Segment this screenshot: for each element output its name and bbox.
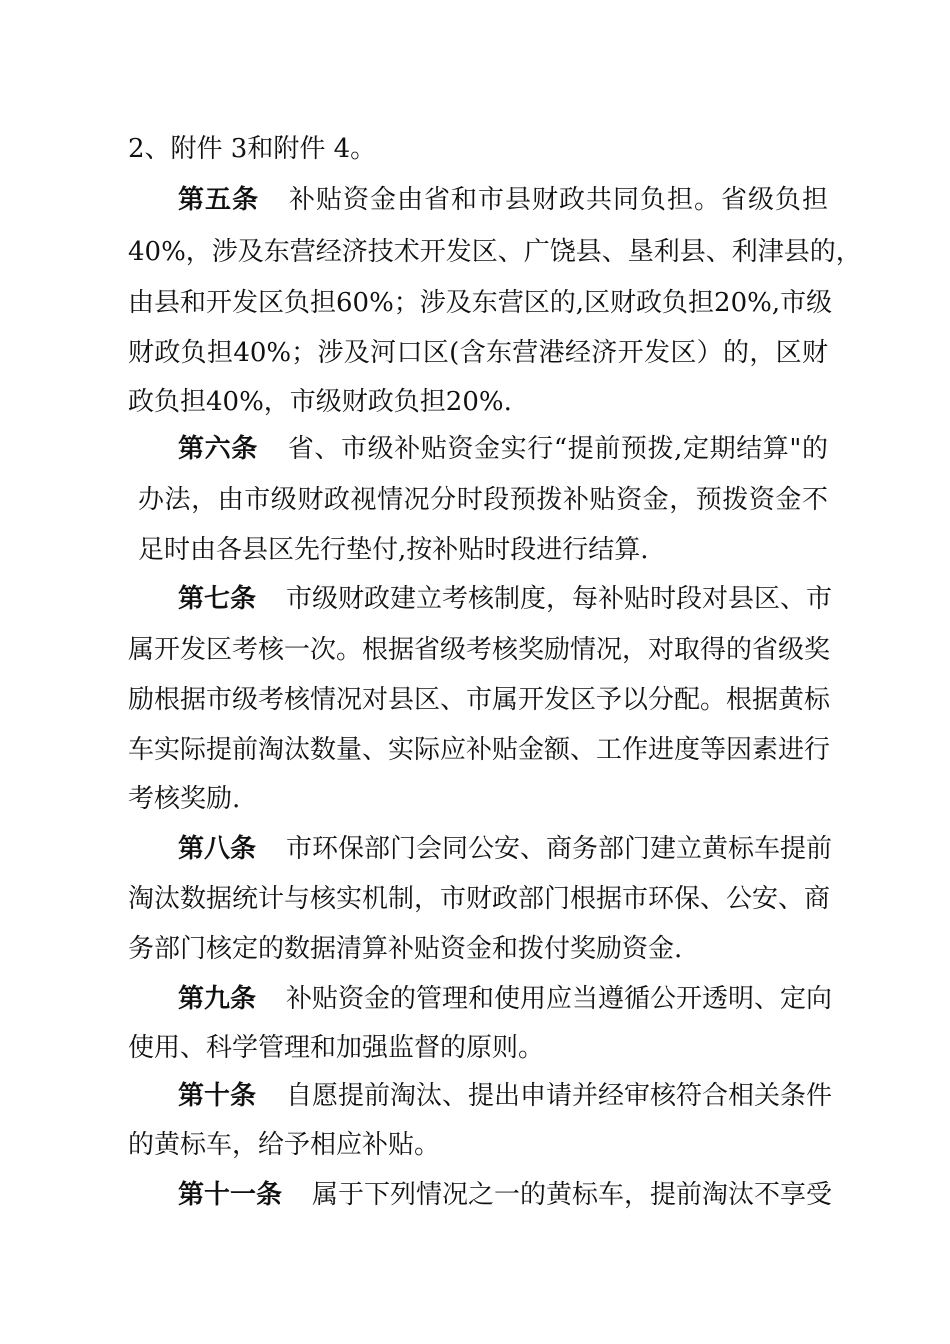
article-8-line-2: 淘汰数据统计与核实机制，市财政部门根据市环保、公安、商: [128, 884, 831, 914]
article-10-line-1: [178, 1079, 833, 1113]
article-6-line-2: 办法，由市级财政视情况分时段预拨补贴资金，预拨资金不: [138, 485, 828, 515]
article-8-line-3: 务部门核定的数据清算补贴资金和拨付奖励资金.: [128, 934, 683, 964]
article-11-line-1: [178, 1178, 833, 1212]
article-5-line-1: [178, 183, 828, 217]
article-5-line-5: 政负担40%，市级财政负担20%.: [128, 387, 512, 417]
article-7-heading: 第七条: [178, 584, 257, 614]
article-5-heading: 第五条: [178, 185, 259, 215]
article-10-heading: 第十条: [178, 1081, 257, 1111]
article-5-text-1: 补贴资金由省和市县财政共同负担。省级负担: [289, 185, 828, 215]
article-6-line-3: 足时由各县区先行垫付,按补贴时段进行结算.: [138, 535, 649, 565]
article-5-line-2: 40%，涉及东营经济技术开发区、广饶县、垦利县、利津县的，: [128, 237, 862, 267]
article-7-line-1: [178, 582, 833, 616]
article-7-line-5: 考核奖励.: [128, 784, 241, 814]
article-7-line-3: 励根据市级考核情况对县区、市属开发区予以分配。根据黄标: [128, 685, 831, 715]
article-9-text-1: 补贴资金的管理和使用应当遵循公开透明、定向: [286, 984, 833, 1014]
article-8-line-1: [178, 832, 833, 866]
article-7-line-4: 车实际提前淘汰数量、实际应补贴金额、工作进度等因素进行: [128, 735, 831, 765]
article-5-line-4: 财政负担40%；涉及河口区(含东营港经济开发区）的，区财: [128, 338, 828, 368]
article-10-line-2: 的黄标车，给予相应补贴。: [128, 1130, 441, 1160]
article-8-heading: 第八条: [178, 834, 257, 864]
article-9-line-2: 使用、科学管理和加强监督的原则。: [128, 1033, 545, 1063]
intro-line: 2、附件 3和附件 4。: [128, 134, 377, 164]
article-8-text-1: 市环保部门会同公安、商务部门建立黄标车提前: [286, 834, 833, 864]
article-10-text-1: 自愿提前淘汰、提出申请并经审核符合相关条件: [286, 1081, 833, 1111]
article-9-line-1: [178, 982, 833, 1016]
article-7-line-2: 属开发区考核一次。根据省级考核奖励情况，对取得的省级奖: [128, 635, 831, 665]
article-11-heading: 第十一条: [178, 1180, 283, 1210]
article-6-line-1: [178, 432, 828, 466]
article-5-line-3: 由县和开发区负担60%；涉及东营区的,区财政负担20%,市级: [128, 288, 833, 318]
article-6-text-1: 省、市级补贴资金实行“提前预拨,定期结算"的: [287, 434, 828, 464]
article-6-heading: 第六条: [178, 434, 258, 464]
article-7-text-1: 市级财政建立考核制度，每补贴时段对县区、市: [286, 584, 833, 614]
article-9-heading: 第九条: [178, 984, 257, 1014]
article-11-text-1: 属于下列情况之一的黄标车，提前淘汰不享受: [312, 1180, 833, 1210]
